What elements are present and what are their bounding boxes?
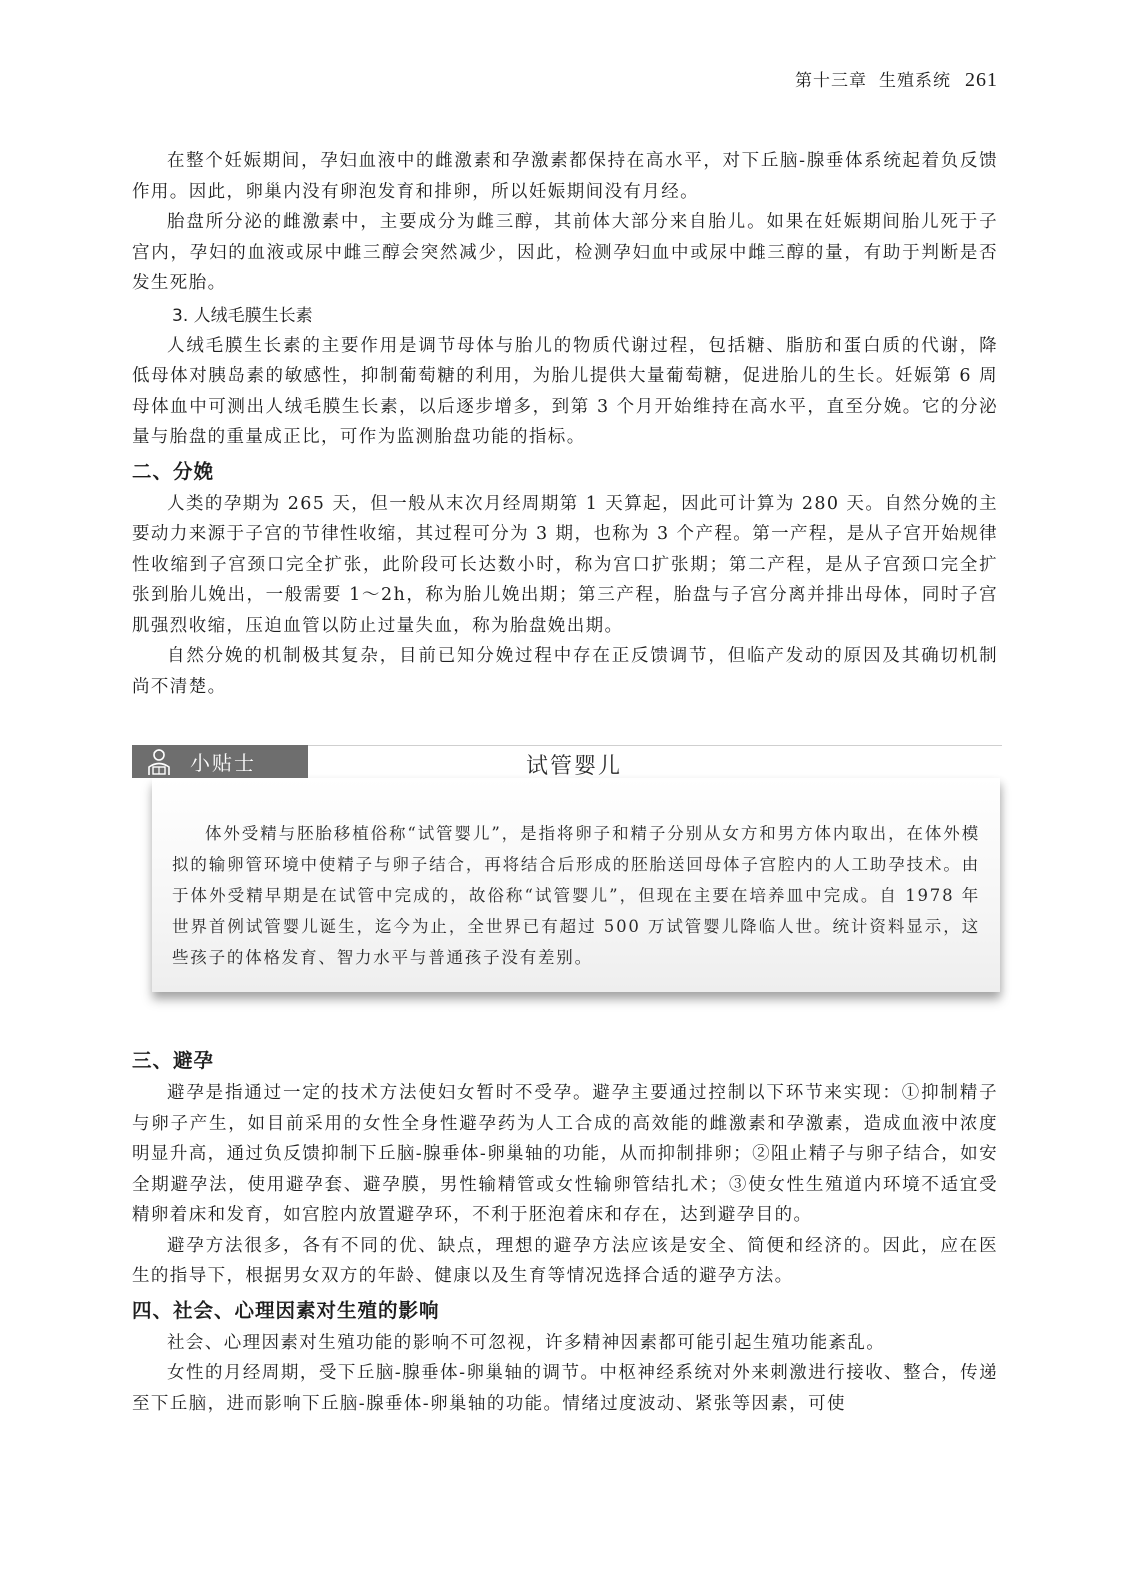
paragraph: 女性的月经周期，受下丘脑-腺垂体-卵巢轴的调节。中枢神经系统对外来刺激进行接收、整合，传递至下丘脑，进而影响下丘脑-腺垂体-卵巢轴的功能。情绪过度波动、紧张等因素，可使 (132, 1363, 998, 1414)
sub-heading: 3. 人绒毛膜生长素 (172, 305, 313, 326)
tip-title: 试管婴儿 (526, 754, 623, 779)
tip-label-text: 小贴士 (190, 751, 256, 775)
section-heading: 三、避孕 (132, 1049, 215, 1072)
paragraph: 胎盘所分泌的雌激素中，主要成分为雌三醇，其前体大部分来自胎儿。如果在妊娠期间胎儿死于子宫内，孕妇的血液或尿中雌三醇会突然减少，因此，检测孕妇血中或尿中雌三醇的量，有助于判断是否发生死胎。 (132, 212, 998, 293)
paragraph: 自然分娩的机制极其复杂，目前已知分娩过程中存在正反馈调节，但临产发动的原因及其确切机制尚不清楚。 (132, 646, 998, 697)
tip-text: 体外受精与胚胎移植俗称“试管婴儿”，是指将卵子和精子分别从女方和男方体内取出，在体外模拟的输卵管环境中使精子与卵子结合，再将结合后形成的胚胎送回母体子宫腔内的人工助孕技术。由于体外受精早期是在试管中完成的，故俗称“试管婴儿”，但现在主要在培养皿中完成。自 1978 年世界首例试管婴儿诞生，迄今为止，全世界已有超过 500 万试管婴儿降临人世。统计资料显示，这些孩子的体格发育、智力水平与普通孩子没有差别。 (172, 824, 980, 967)
section-label: 生殖系统 (879, 71, 951, 91)
tip-panel (152, 778, 1000, 992)
tip-divider (308, 745, 1002, 746)
paragraph: 避孕是指通过一定的技术方法使妇女暂时不受孕。避孕主要通过控制以下环节来实现：①抑制精子与卵子产生，如目前采用的女性全身性避孕药为人工合成的高效能的雌激素和孕激素，造成血液中浓度明显升高，通过负反馈抑制下丘脑-腺垂体-卵巢轴的功能，从而抑制排卵；②阻止精子与卵子结合，如安全期避孕法，使用避孕套、避孕膜，男性输精管或女性输卵管结扎术；③使女性生殖道内环境不适宜受精卵着床和发育，如宫腔内放置避孕环，不利于胚泡着床和存在，达到避孕目的。 (132, 1083, 998, 1225)
lower-body (132, 1042, 998, 1419)
section-heading: 四、社会、心理因素对生殖的影响 (132, 1298, 440, 1322)
paragraph: 人绒毛膜生长素的主要作用是调节母体与胎儿的物质代谢过程，包括糖、脂肪和蛋白质的代谢，降低母体对胰岛素的敏感性，抑制葡萄糖的利用，为胎儿提供大量葡萄糖，促进胎儿的生长。妊娠第 6 周母体血中可测出人绒毛膜生长素，以后逐步增多，到第 3 个月开始维持在高水平，直至分娩。它的分泌量与胎盘的重量成正比，可作为监测胎盘功能的指标。 (132, 335, 998, 447)
section-heading: 二、分娩 (132, 459, 215, 483)
page-number: 261 (965, 69, 998, 91)
chapter-label: 第十三章 (795, 71, 867, 91)
paragraph: 在整个妊娠期间，孕妇血液中的雌激素和孕激素都保持在高水平，对下丘脑-腺垂体系统起着负反馈作用。因此，卵巢内没有卵泡发育和排卵，所以妊娠期间没有月经。 (132, 151, 998, 202)
paragraph: 避孕方法很多，各有不同的优、缺点，理想的避孕方法应该是安全、简便和经济的。因此，应在医生的指导下，根据男女双方的年龄、健康以及生育等情况选择合适的避孕方法。 (132, 1235, 998, 1286)
reader-icon (146, 747, 172, 777)
tip-label (132, 745, 308, 778)
running-header (795, 66, 998, 92)
tip-box (132, 745, 1002, 995)
paragraph: 社会、心理因素对生殖功能的影响不可忽视，许多精神因素都可能引起生殖功能紊乱。 (167, 1332, 886, 1353)
upper-body (132, 146, 998, 702)
paragraph: 人类的孕期为 265 天，但一般从末次月经周期第 1 天算起，因此可计算为 280 天。自然分娩的主要动力来源于子宫的节律性收缩，其过程可分为 3 期，也称为 3 个产程。第一产程，是从子宫开始规律性收缩到子宫颈口完全扩张，此阶段可长达数小时，称为宫口扩张期；第二产程，是从子宫颈口完全扩张到胎儿娩出，一般需要 1～2h，称为胎儿娩出期；第三产程，胎盘与子宫分离并排出母体，同时子宫肌强烈收缩，压迫血管以防止过量失血，称为胎盘娩出期。 (132, 493, 998, 636)
